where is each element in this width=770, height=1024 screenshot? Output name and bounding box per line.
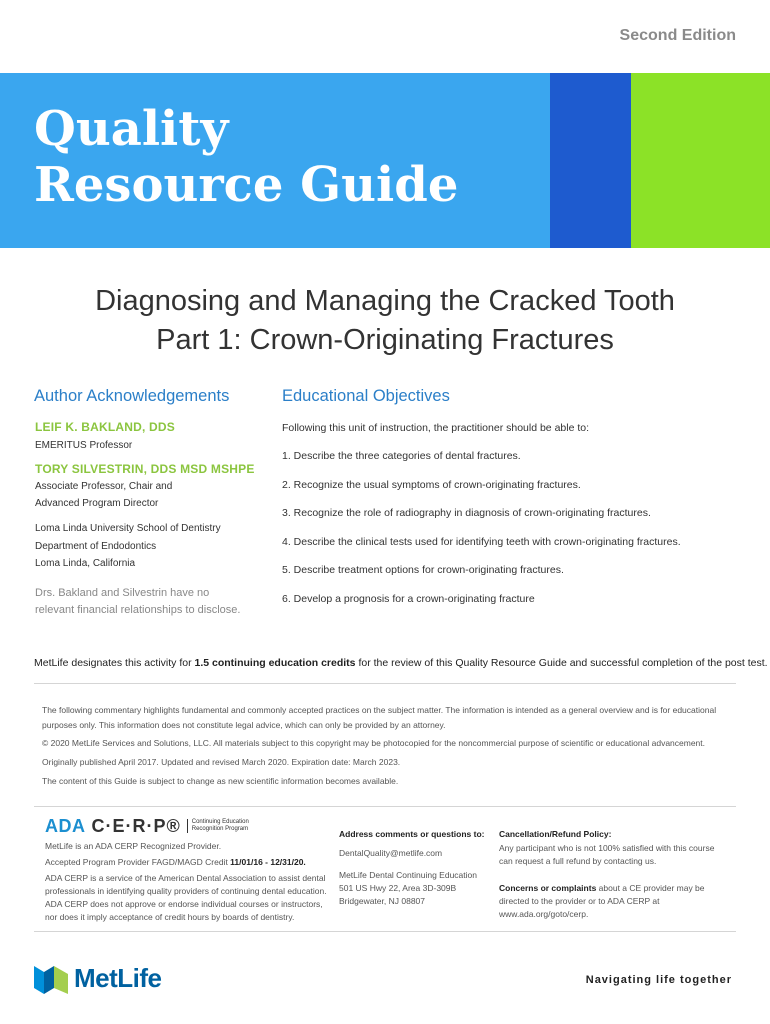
address-line1: MetLife Dental Continuing Education — [339, 870, 477, 880]
objectives-intro: Following this unit of instruction, the practitioner should be able to: — [282, 422, 590, 434]
refund-text: Any participant who is not 100% satisfied with this course can request a full refund by contacting us. — [499, 843, 715, 866]
author2-name: TORY SILVESTRIN, DDS MSD MSHPE — [35, 462, 255, 476]
banner-dark-blue-stripe — [550, 73, 631, 248]
ada-recognized: MetLife is an ADA CERP Recognized Provider. — [45, 841, 222, 851]
cerp-logo-subtitle: Continuing Education Recognition Program — [187, 819, 262, 833]
publication-dates: Originally published April 2017. Updated and revised March 2020. Expiration date: March 2023. — [42, 757, 401, 767]
credit-prefix: MetLife designates this activity for — [34, 657, 195, 669]
commentary-note: The following commentary highlights fundamental and commonly accepted practices on the subject matter. The information is intended as a general overview and is for educational purposes only. This information does not constitute legal advice, which can only be provided by an attorney. — [42, 705, 717, 730]
objective-item: 2. Recognize the usual symptoms of crown-originating fractures. — [282, 478, 581, 491]
objectives-list — [282, 450, 681, 621]
divider — [34, 806, 736, 807]
document-title — [0, 282, 770, 360]
concerns-body: about a CE provider may be directed to the provider or to ADA CERP at www.ada.org/goto/cerp. — [499, 883, 705, 919]
content-change-note: The content of this Guide is subject to change as new scientific information becomes available. — [42, 776, 399, 786]
address-line2: 501 US Hwy 22, Area 3D-309B — [339, 883, 457, 893]
affiliation-line3: Loma Linda, California — [35, 558, 136, 569]
ada-accepted-dates: 11/01/16 - 12/31/20. — [230, 857, 306, 867]
author2-title-line1: Associate Professor, Chair and — [35, 481, 173, 492]
ada-accepted — [45, 856, 330, 869]
banner-title-line1: Quality — [34, 101, 229, 157]
author1-name: LEIF K. BAKLAND, DDS — [35, 420, 175, 434]
credit-amount: 1.5 continuing education credits — [194, 657, 356, 669]
objective-item: 1. Describe the three categories of dental fractures. — [282, 450, 521, 462]
author1-title: EMERITUS Professor — [35, 440, 133, 451]
banner-green-block — [631, 73, 770, 248]
metlife-wordmark: MetLife — [74, 963, 162, 993]
metlife-mark-icon — [34, 964, 68, 994]
affiliation-line1: Loma Linda University School of Dentistry — [35, 523, 221, 534]
refund-heading — [499, 828, 611, 841]
ada-logo-text: ADA — [45, 815, 86, 836]
banner-title — [34, 101, 458, 213]
address-heading — [339, 828, 484, 841]
credit-statement — [34, 657, 768, 669]
author2-title-line2: Advanced Program Director — [35, 498, 159, 509]
contact-email[interactable]: DentalQuality@metlife.com — [339, 848, 443, 858]
copyright-note: © 2020 MetLife Services and Solutions, LLC. All materials subject to this copyright may be photocopied for the noncommercial purpose of scientific or educational advancement. — [42, 738, 706, 748]
affiliation-line2: Department of Endodontics — [35, 541, 157, 552]
ada-cerp-logo — [45, 815, 262, 837]
concerns-bold: Concerns or complaints — [499, 883, 597, 893]
credit-suffix: for the review of this Quality Resource Guide and successful completion of the post test. — [355, 657, 768, 669]
objective-item: 6. Develop a prognosis for a crown-originating fracture — [282, 592, 535, 605]
divider — [34, 931, 736, 932]
objective-item: 4. Describe the clinical tests used for identifying teeth with crown-originating fractures. — [282, 535, 681, 548]
edition-label: Second Edition — [619, 27, 736, 44]
objective-item: 3. Recognize the role of radiography in diagnosis of crown-originating fractures. — [282, 507, 651, 519]
divider — [34, 683, 736, 684]
banner-title-line2: Resource Guide — [34, 157, 459, 213]
refund-heading-text: Cancellation/Refund Policy: — [499, 829, 612, 839]
tagline: Navigating life together — [585, 974, 732, 986]
document-title-line1: Diagnosing and Managing the Cracked Tooth — [95, 285, 675, 317]
objectives-heading: Educational Objectives — [282, 387, 450, 405]
concerns-text — [499, 882, 729, 921]
address-heading-text: Address comments or questions to: — [339, 829, 485, 839]
financial-disclosure: Drs. Bakland and Silvestrin have no relevant financial relationships to disclose. — [35, 587, 241, 616]
document-title-line2: Part 1: Crown-Originating Fractures — [156, 324, 614, 356]
ada-cerp-service: ADA CERP is a service of the American Dental Association to assist dental professionals in identifying quality providers of continuing dental education. ADA CERP does not approve or endorse individual courses or instructors, nor does it imply acceptance of credit hours by boards of dentistry. — [45, 873, 327, 922]
cerp-logo-text: C·E·R·P® — [91, 815, 181, 836]
metlife-logo — [34, 963, 162, 994]
authors-heading: Author Acknowledgements — [34, 387, 230, 405]
address-line3: Bridgewater, NJ 08807 — [339, 896, 425, 906]
objective-item: 5. Describe treatment options for crown-originating fractures. — [282, 564, 564, 576]
ada-accepted-prefix: Accepted Program Provider FAGD/MAGD Credit — [45, 857, 231, 867]
